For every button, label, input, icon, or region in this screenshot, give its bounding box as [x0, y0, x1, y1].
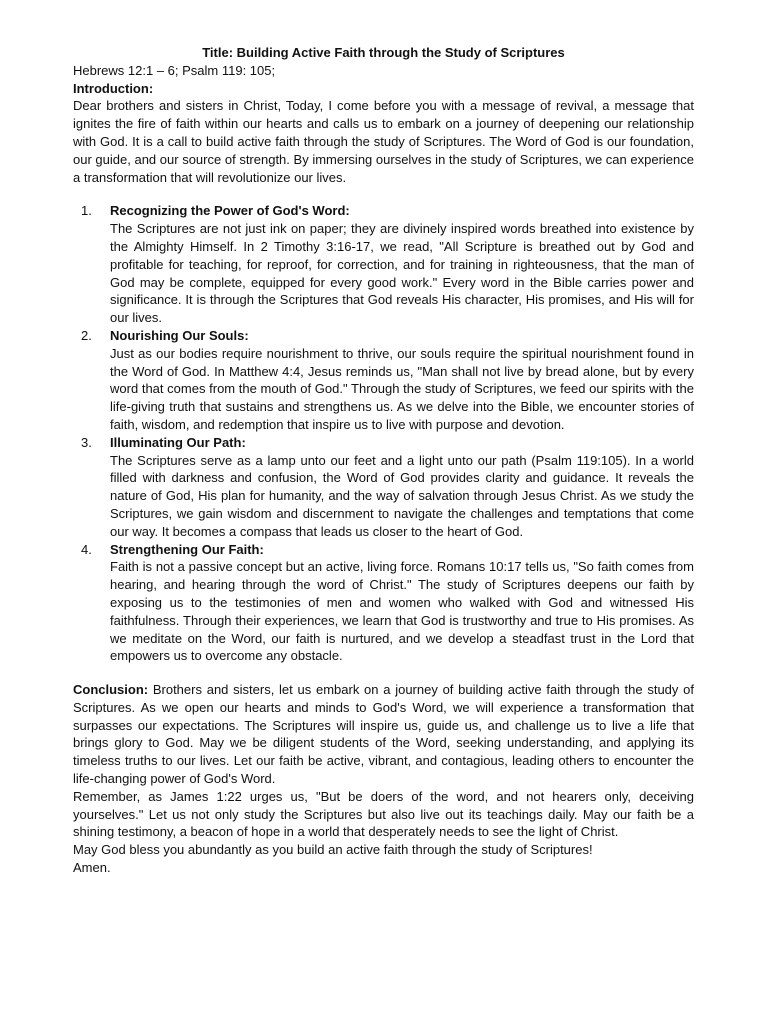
blessing-line: May God bless you abundantly as you build an active faith through the study of Scriptures!	[73, 842, 593, 858]
point-number: 3.	[81, 434, 92, 450]
point-body: Just as our bodies require nourishment to thrive, our souls require the spiritual nourishment found in the Word of God. In Matthew 4:4, Jesus reminds us, "Man shall not live by bread alone, but by every word that comes from the mouth of God." Through the study of Scriptures, we feed our spirits with the life-giving truth that sustains and strengthens us. As we delve into the Bible, we encounter stories of faith, wisdom, and redemption that inspire us to live with purpose and devotion.	[110, 345, 694, 432]
sermon-point	[73, 202, 694, 327]
introduction-paragraph: Dear brothers and sisters in Christ, Today, I come before you with a message of revival, a message that ignites the fire of faith within our hearts and calls us to embark on a journey of deepening our relationship with God. It is a call to build active faith through the study of Scriptures. The Word of God is our foundation, our guide, and our source of strength. By immersing ourselves in the study of Scriptures, we can experience a transformation that will revolutionize our lives.	[73, 98, 694, 185]
sermon-point	[73, 434, 694, 541]
point-body: The Scriptures are not just ink on paper; they are divinely inspired words breathed into existence by the Almighty Himself. In 2 Timothy 3:16-17, we read, "All Scripture is breathed out by God and profitable for teaching, for reproof, for correction, and for training in righteousness, that the man of God may be complete, equipped for every good work." Every word in the Bible carries power and significance. It is through the Scriptures that God reveals His character, His promises, and His will for our lives.	[110, 221, 694, 326]
spacer	[73, 186, 694, 202]
point-body: The Scriptures serve as a lamp unto our feet and a light unto our path (Psalm 119:105). In a world filled with darkness and confusion, the Word of God provides clarity and guidance. It reveals the nature of God, His plan for humanity, and the way of salvation through Jesus Christ. As we study the Scriptures, we gain wisdom and discernment to navigate the challenges and temptations that come our way. It becomes a compass that leads us closer to the heart of God.	[110, 452, 694, 539]
document-page	[73, 44, 694, 877]
point-number: 4.	[81, 541, 92, 557]
point-heading: Nourishing Our Souls:	[110, 327, 249, 343]
conclusion-paragraph	[73, 681, 694, 788]
sermon-point	[73, 327, 694, 434]
point-number: 1.	[81, 203, 92, 219]
point-heading: Illuminating Our Path:	[110, 434, 246, 450]
sermon-point	[73, 541, 694, 666]
point-number: 2.	[81, 327, 92, 343]
point-heading: Strengthening Our Faith:	[110, 541, 264, 557]
sermon-points-list	[73, 202, 694, 665]
remember-paragraph: Remember, as James 1:22 urges us, "But be doers of the word, and not hearers only, deceiving yourselves." Let us not only study the Scriptures but also live out its teachings daily. May our faith be a shining testimony, a beacon of hope in a world that desperately needs to see the light of Christ.	[73, 788, 694, 840]
closing-amen: Amen.	[73, 860, 111, 876]
sermon-title: Title: Building Active Faith through the Study of Scriptures	[202, 45, 565, 60]
spacer	[73, 665, 694, 681]
conclusion-text: Brothers and sisters, let us embark on a journey of building active faith through the study of Scriptures. As we open our hearts and minds to God's Word, we will experience a transformation that surpasses our expectations. The Scriptures will inspire us, guide us, and challenge us to live a life that brings glory to God. May we be diligent students of the Word, seeking understanding, and applying its timeless truths to our lives. Let our faith be active, vibrant, and contagious, leading others to encounter the life-changing power of God's Word.	[73, 682, 694, 787]
point-body: Faith is not a passive concept but an active, living force. Romans 10:17 tells us, "So faith comes from hearing, and hearing through the word of Christ." The study of Scriptures deepens our faith by exposing us to the testimonies of men and women who walked with God and witnessed His faithfulness. Through their experiences, we learn that God is trustworthy and true to His promises. As we meditate on the Word, our faith is nurtured, and we develop a steadfast trust in the Lord that empowers us to overcome any obstacle.	[110, 559, 694, 664]
point-heading: Recognizing the Power of God's Word:	[110, 203, 350, 219]
scripture-references: Hebrews 12:1 – 6; Psalm 119: 105;	[73, 62, 276, 78]
conclusion-heading: Conclusion:	[73, 682, 149, 698]
introduction-heading: Introduction:	[73, 80, 154, 96]
